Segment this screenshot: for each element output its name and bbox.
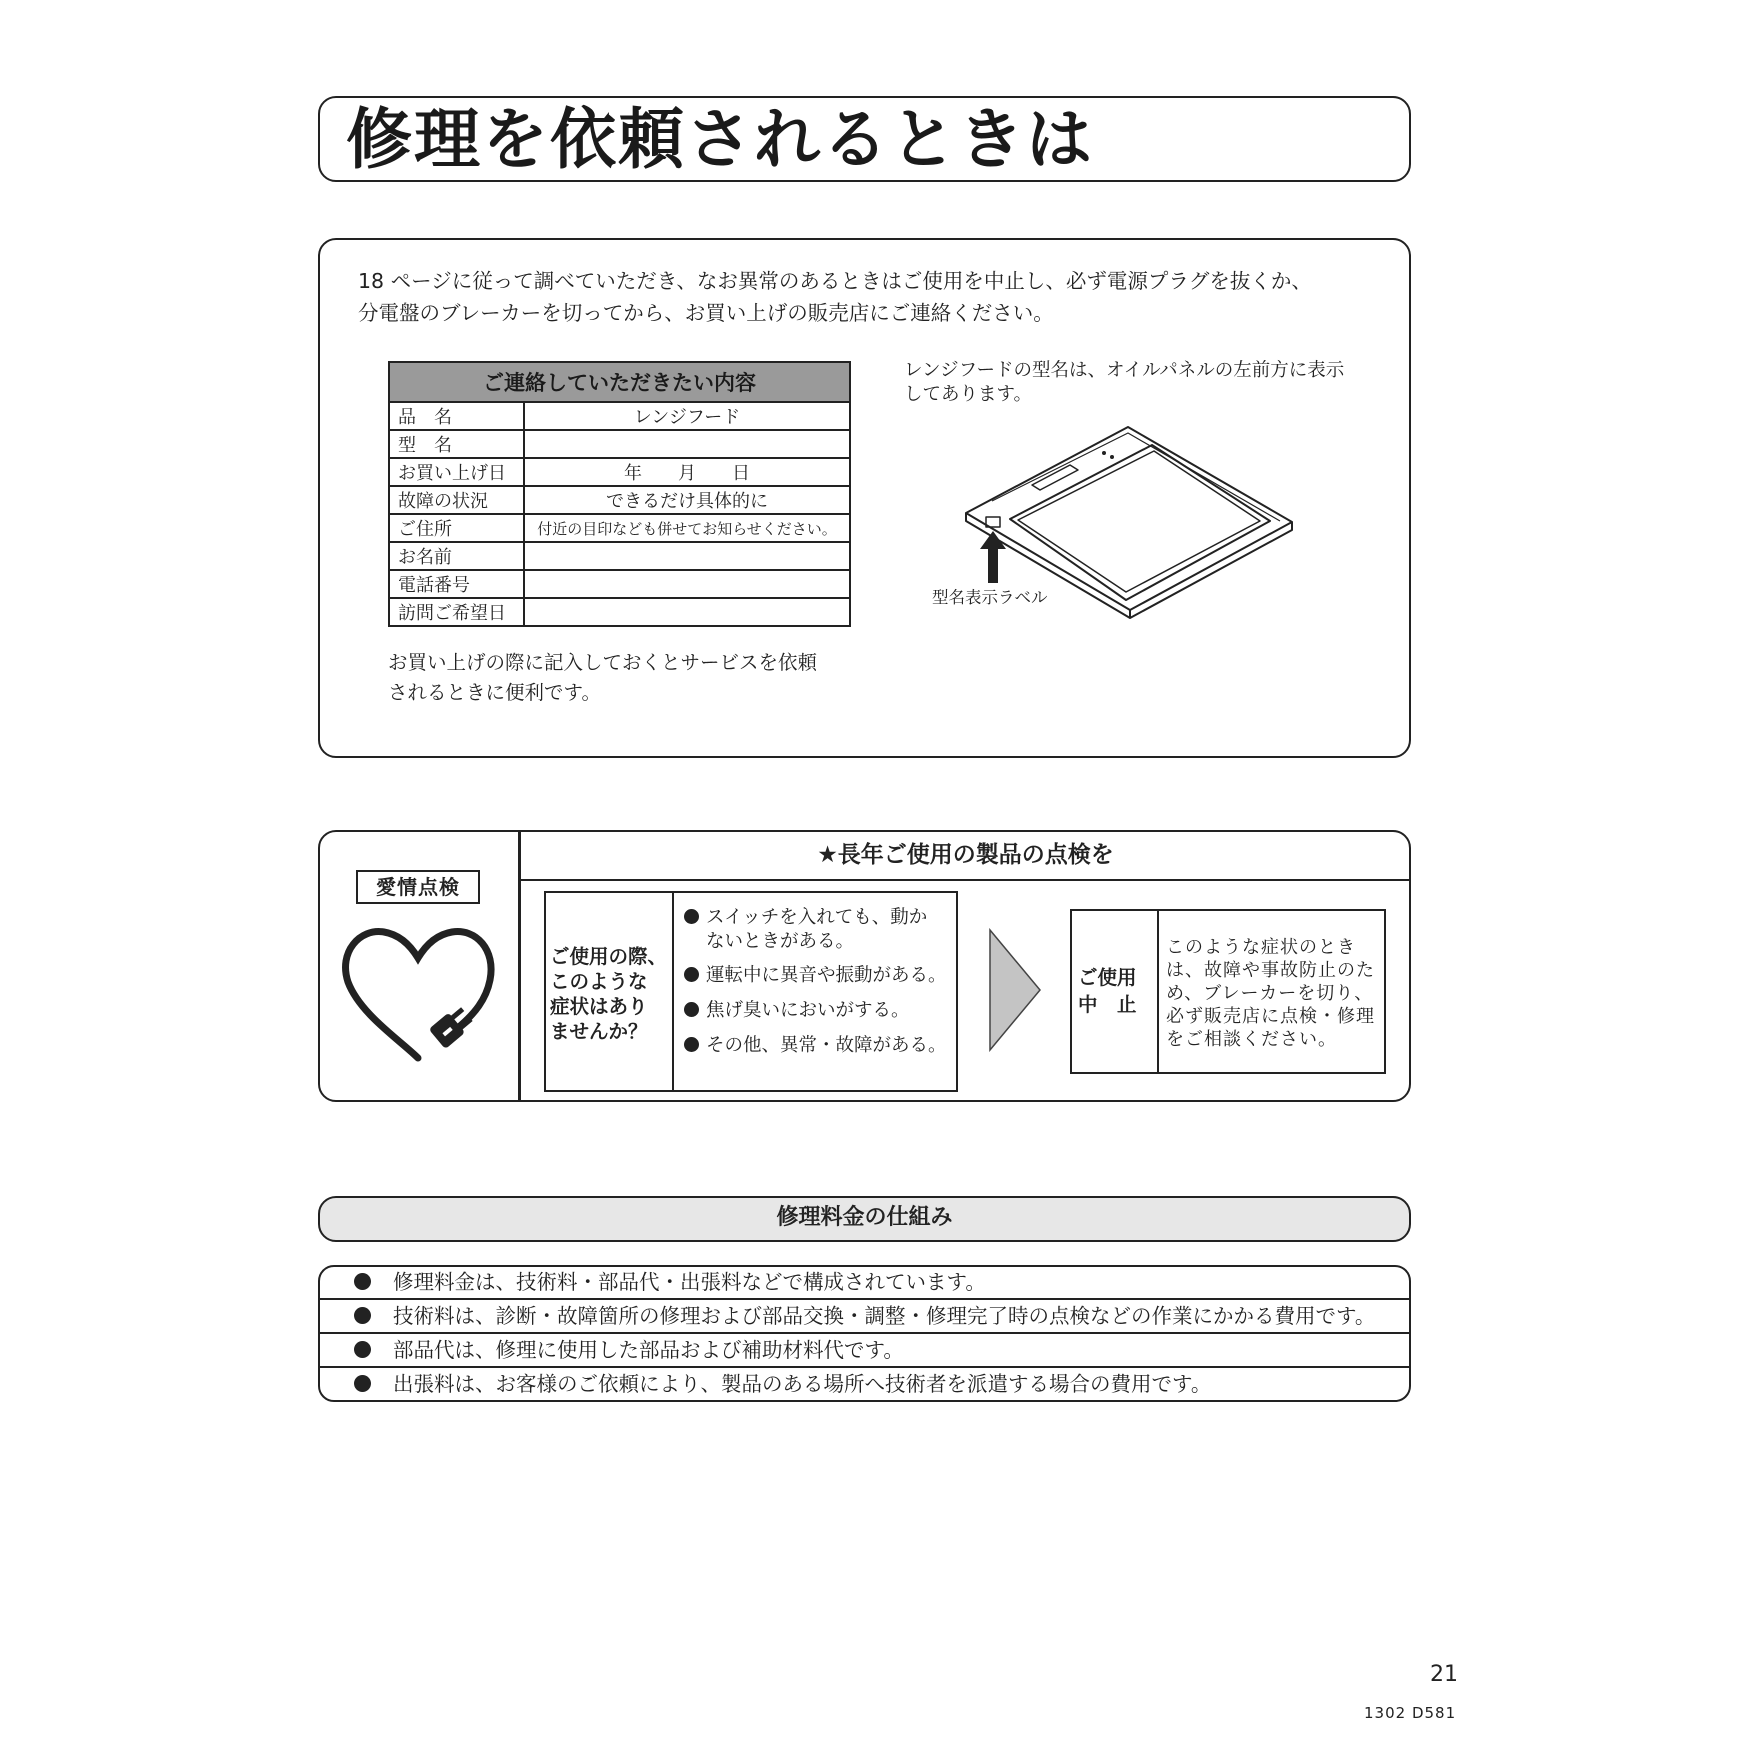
row-label: ご住所 — [389, 514, 524, 542]
contact-table-header: ご連絡していただきたい内容 — [389, 362, 850, 402]
table-row — [389, 458, 850, 486]
page-title: 修理を依頼されるときは — [346, 101, 1094, 178]
divider — [520, 879, 1411, 881]
fee-text: 技術料は、診断・故障箇所の修理および部品交換・調整・修理完了時の点検などの作業にかかる費用です。 — [393, 1304, 1376, 1328]
stop-text-line: をご相談ください。 — [1166, 1029, 1337, 1050]
stop-text-line: 必ず販売店に点検・修理 — [1166, 1006, 1375, 1027]
symptom-text: スイッチを入れても、動か — [706, 907, 928, 928]
bullet-icon — [354, 1341, 371, 1358]
question-line: 症状はあり — [550, 995, 648, 1018]
table-row — [389, 402, 850, 430]
contact-info-table — [388, 361, 851, 627]
row-value: 付近の目印なども併せてお知らせください。 — [524, 514, 850, 542]
symptom-item — [684, 1034, 947, 1058]
row-label: 品 名 — [389, 402, 524, 430]
fee-text: 修理料金は、技術料・部品代・出張料などで構成されています。 — [393, 1270, 986, 1294]
divider — [672, 891, 674, 1092]
divider — [320, 1366, 1409, 1368]
question-line: このような — [550, 970, 648, 993]
table-row — [389, 542, 850, 570]
document-code: 1302 D581 — [1364, 1704, 1457, 1722]
symptom-text: 焦げ臭いにおいがする。 — [706, 1000, 910, 1021]
question-line: ご使用の際、 — [550, 945, 668, 968]
row-value — [524, 570, 850, 598]
symptom-question — [550, 944, 668, 1044]
table-note — [388, 648, 817, 708]
fee-item — [354, 1369, 1211, 1399]
bullet-icon — [354, 1307, 371, 1324]
divider — [1157, 909, 1159, 1074]
model-note-line-2: してあります。 — [904, 384, 1033, 405]
symptom-item — [684, 906, 927, 930]
row-label: 電話番号 — [389, 570, 524, 598]
symptom-item — [684, 964, 947, 988]
right-arrow-icon — [988, 928, 1042, 1052]
row-value: レンジフード — [524, 402, 850, 430]
stop-text-line: このような症状のとき — [1166, 937, 1356, 958]
inspection-title: ★長年ご使用の製品の点検を — [817, 842, 1114, 868]
divider — [320, 1332, 1409, 1334]
row-value: 年 月 日 — [524, 458, 850, 486]
intro-line-1: 18 ページに従って調べていただき、なお異常のあるときはご使用を中止し、必ず電源プラグを抜くか、 — [358, 269, 1312, 293]
fee-text: 出張料は、お客様のご依頼により、製品のある場所へ技術者を派遣する場合の費用です。 — [393, 1372, 1212, 1396]
fee-section-title: 修理料金の仕組み — [776, 1205, 953, 1230]
model-note-line-1: レンジフードの型名は、オイルパネルの左前方に表示 — [904, 360, 1345, 381]
row-value — [524, 598, 850, 626]
symptom-text: 運転中に異音や振動がある。 — [706, 965, 947, 986]
row-label: 故障の状況 — [389, 486, 524, 514]
intro-line-2: 分電盤のブレーカーを切ってから、お買い上げの販売店にご連絡ください。 — [358, 301, 1054, 325]
table-row — [389, 430, 850, 458]
question-line: ませんか？ — [550, 1020, 648, 1043]
table-note-line-2: されるときに便利です。 — [388, 681, 601, 704]
row-value — [524, 542, 850, 570]
table-note-line-1: お買い上げの際に記入しておくとサービスを依頼 — [388, 651, 818, 674]
stop-label-line: 中 止 — [1078, 993, 1137, 1016]
stop-label-line: ご使用 — [1078, 966, 1137, 989]
row-label: 型 名 — [389, 430, 524, 458]
table-row — [389, 570, 850, 598]
model-location-note — [904, 359, 1344, 407]
bullet-icon — [354, 1375, 371, 1392]
row-value: できるだけ具体的に — [524, 486, 850, 514]
row-value — [524, 430, 850, 458]
bullet-icon — [684, 967, 699, 982]
symptom-text: その他、異常・故障がある。 — [706, 1035, 947, 1056]
table-row — [389, 514, 850, 542]
heart-plug-icon — [340, 922, 500, 1062]
symptom-item — [684, 999, 910, 1023]
fee-item — [354, 1267, 986, 1297]
row-label: お買い上げ日 — [389, 458, 524, 486]
aijo-tenken-badge: 愛情点検 — [356, 870, 480, 904]
table-row — [389, 598, 850, 626]
stop-text-line: は、故障や事故防止のた — [1166, 960, 1375, 981]
page-number: 21 — [1430, 1662, 1458, 1687]
stop-use-label — [1078, 964, 1137, 1018]
row-label: お名前 — [389, 542, 524, 570]
bullet-icon — [684, 1037, 699, 1052]
bullet-icon — [684, 1002, 699, 1017]
fee-text: 部品代は、修理に使用した部品および補助材料代です。 — [393, 1338, 904, 1362]
divider — [320, 1298, 1409, 1300]
row-label: 訪問ご希望日 — [389, 598, 524, 626]
fee-item — [354, 1301, 1375, 1331]
table-row — [389, 486, 850, 514]
model-label-caption: 型名表示ラベル — [932, 588, 1048, 607]
stop-text-line: め、ブレーカーを切り、 — [1166, 983, 1374, 1004]
fee-item — [354, 1335, 904, 1365]
bullet-icon — [354, 1273, 371, 1290]
symptom-item-continued: ないときがある。 — [706, 931, 855, 952]
bullet-icon — [684, 909, 699, 924]
